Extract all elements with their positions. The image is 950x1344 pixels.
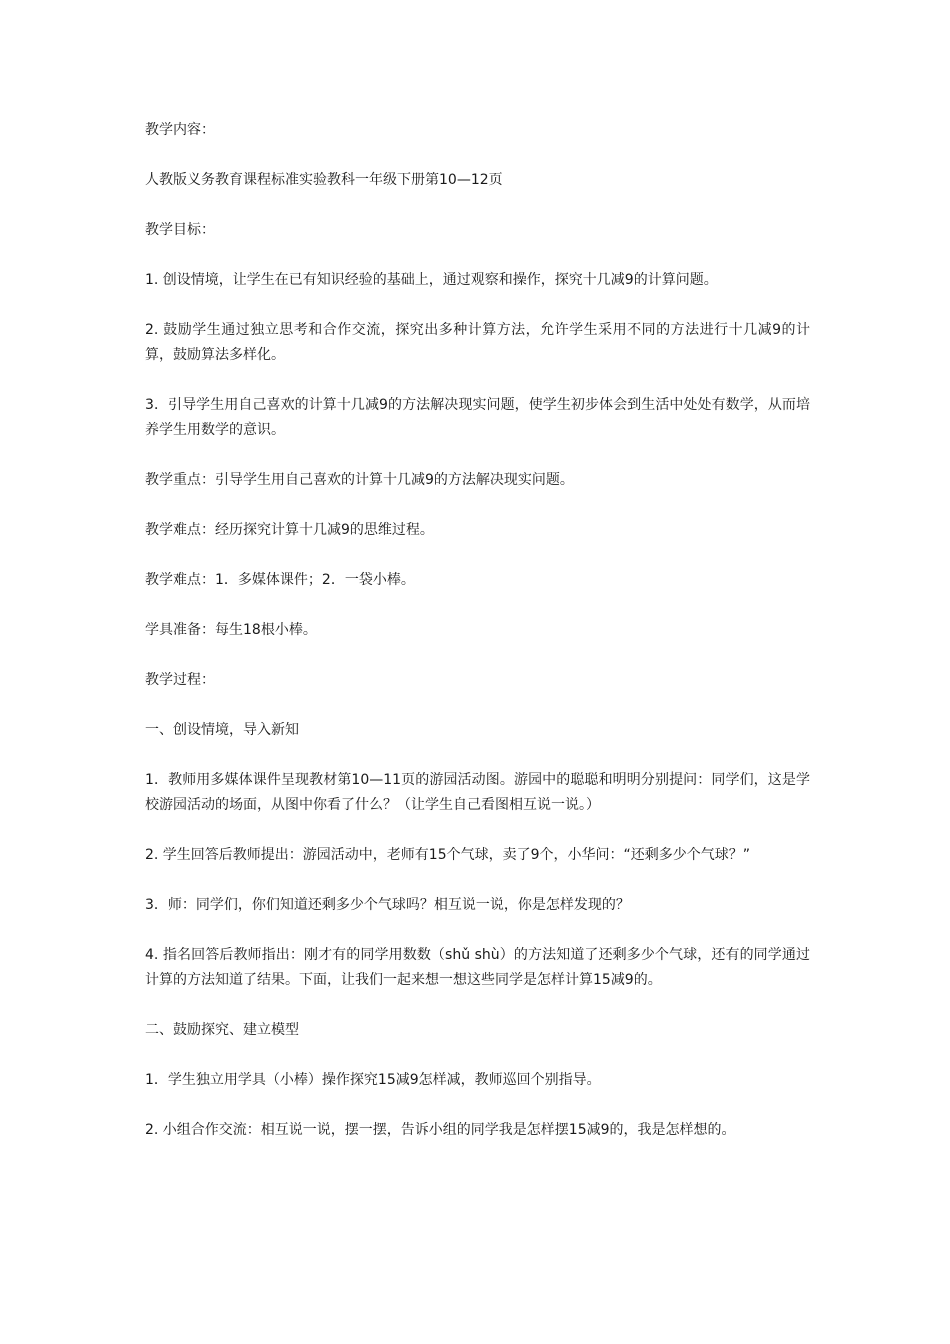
key-point: 教学重点：引导学生用自己喜欢的计算十几减9的方法解决现实问题。 [145,472,574,488]
teaching-materials: 教学难点：1．多媒体课件；2．一袋小棒。 [145,572,415,588]
section-heading-content: 教学内容： [145,122,215,138]
step-2-item-2: 2. 小组合作交流：相互说一说，摆一摆，告诉小组的同学我是怎样摆15减9的，我是怎样想的。 [145,1122,736,1138]
goal-item-3: 3．引导学生用自己喜欢的计算十几减9的方法解决现实问题，使学生初步体会到生活中处处有数学，从而培养学生用数学的意识。 [145,397,810,438]
step-heading-1: 一、创设情境，导入新知 [145,722,299,738]
section-heading-goals: 教学目标： [145,222,215,238]
step-2-item-1: 1．学生独立用学具（小棒）操作探究15减9怎样减，教师巡回个别指导。 [145,1072,601,1088]
step-1-item-1: 1．教师用多媒体课件呈现教材第10—11页的游园活动图。游园中的聪聪和明明分别提问：同学们，这是学校游园活动的场面，从图中你看了什么？（让学生自己看图相互说一说。） [145,772,810,813]
section-heading-process: 教学过程： [145,672,215,688]
step-1-item-3: 3．师：同学们，你们知道还剩多少个气球吗？相互说一说，你是怎样发现的？ [145,897,630,913]
step-heading-2: 二、鼓励探究、建立模型 [145,1022,299,1038]
document-body [145,118,810,1168]
difficult-point: 教学难点：经历探究计算十几减9的思维过程。 [145,522,434,538]
student-materials: 学具准备：每生18根小棒。 [145,622,317,638]
goal-item-2: 2. 鼓励学生通过独立思考和合作交流，探究出多种计算方法，允许学生采用不同的方法进行十几减9的计算，鼓励算法多样化。 [145,322,810,363]
step-1-item-4: 4. 指名回答后教师指出：刚才有的同学用数数（shǔ shù）的方法知道了还剩多少个气球，还有的同学通过计算的方法知道了结果。下面，让我们一起来想一想这些同学是怎样计算15减9的。 [145,947,810,988]
textbook-reference: 人教版义务教育课程标准实验教科一年级下册第10—12页 [145,172,503,188]
goal-item-1: 1. 创设情境，让学生在已有知识经验的基础上，通过观察和操作，探究十几减9的计算问题。 [145,272,718,288]
step-1-item-2: 2. 学生回答后教师提出：游园活动中，老师有15个气球，卖了9个，小华问：“还剩多少个气球？” [145,847,751,863]
